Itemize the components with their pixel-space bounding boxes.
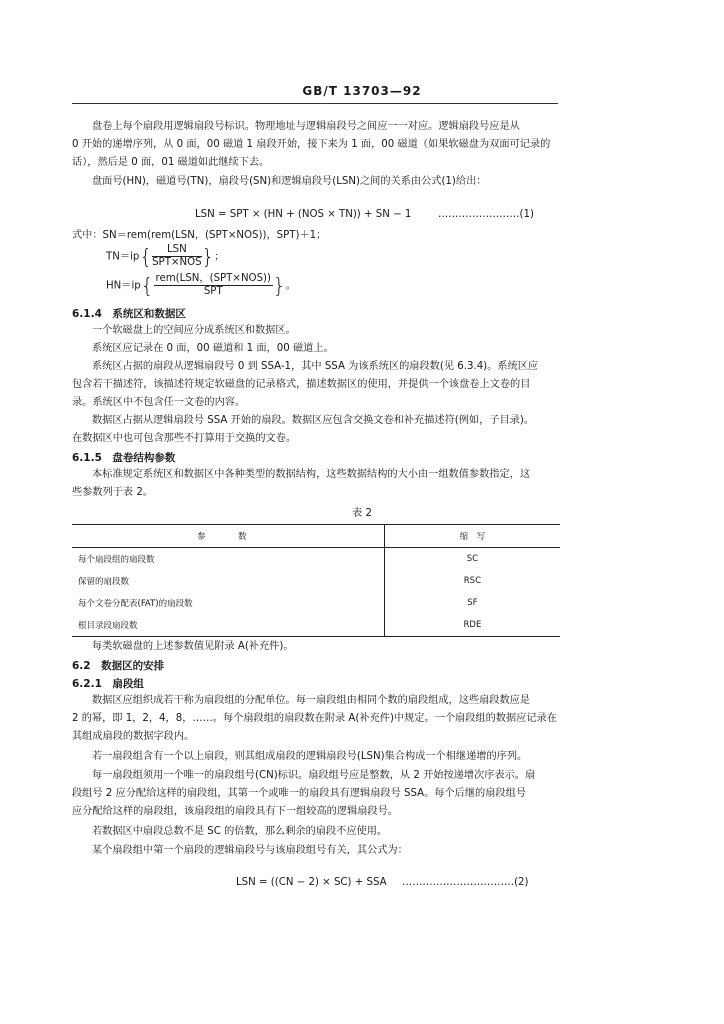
s621-line-3: 其组成扇段的数据字段内。 — [72, 731, 195, 742]
equation-1-number: ……………………(1) — [438, 209, 534, 220]
tn-prefix: TN＝ip — [106, 251, 140, 263]
tn-suffix: ； — [214, 251, 225, 263]
hn-denominator: SPT — [203, 286, 223, 297]
table-header-row — [72, 525, 560, 548]
table-row — [72, 614, 560, 637]
left-brace: { — [139, 244, 153, 269]
s614-line-1: 一个软磁盘上的空间应分成系统区和数据区。 — [92, 325, 296, 336]
table-cell-abbrev: RSC — [384, 570, 560, 592]
table-cell-abbrev: RDE — [384, 614, 560, 637]
s614-line-4: 包含若干描述符，该描述符规定软磁盘的记录格式，描述数据区的使用，并提供一个该盘卷上文卷的目 — [72, 379, 531, 390]
table-2 — [72, 524, 560, 637]
after-table-note: 每类软磁盘的上述参数值见附录 A(补充件)。 — [92, 641, 294, 652]
s614-line-7: 在数据区中也可包含那些不打算用于交换的文卷。 — [72, 433, 297, 444]
section-6-1-4-title: 6.1.4 系统区和数据区 — [72, 308, 186, 320]
equation-2: LSN = ((CN − 2) × SC) + SSA — [236, 877, 387, 888]
table-2-caption: 表 2 — [352, 508, 372, 519]
tn-denominator: SPT×NOS — [152, 257, 202, 268]
s615-line-1: 本标准规定系统区和数据区中各种类型的数据结构，这些数据结构的大小由一组数值参数指定，这 — [92, 469, 531, 480]
para1-line-2: 0 开始的递增序列，从 0 面，00 磁道 1 扇段开始，接下来为 1 面，00 磁道（如果软磁盘为双面可记录的 — [72, 139, 551, 150]
s621-line-8: 若数据区中扇段总数不是 SC 的倍数，那么剩余的扇段不应使用。 — [92, 826, 388, 837]
header-rule — [72, 103, 558, 104]
table-header-abbrev: 缩 写 — [384, 525, 560, 548]
section-6-2-title: 6.2 数据区的安排 — [72, 660, 165, 672]
table-cell-parameter: 每个文卷分配表(FAT)的扇段数 — [78, 599, 193, 609]
hn-formula — [106, 273, 296, 298]
section-6-1-5-title: 6.1.5 盘卷结构参数 — [72, 452, 176, 464]
s621-line-9: 某个扇段组中第一个扇段的逻辑扇段号与该扇段组号有关，其公式为： — [92, 845, 408, 856]
para2: 盘面号(HN)，磁道号(TN)，扇段号(SN)和逻辑扇段号(LSN)之间的关系由公式(1)给出： — [92, 176, 487, 187]
table-row — [72, 548, 560, 571]
table-cell-abbrev: SC — [384, 548, 560, 571]
s614-line-3: 系统区占据的扇段从逻辑扇段号 0 到 SSA-1，其中 SSA 为该系统区的扇段数(见 6.3.4)。系统区应 — [92, 361, 539, 372]
table-header-parameter: 参 数 — [197, 532, 259, 542]
s621-line-1: 数据区应组织成若干称为扇段组的分配单位。每一扇段组由相同个数的扇段组成，这些扇段数应是 — [92, 695, 531, 706]
tn-formula — [106, 244, 224, 269]
table-cell-parameter: 根目录段扇段数 — [78, 621, 138, 631]
s621-line-7: 应分配给这样的扇段组，该扇段组的扇段具有下一组较高的逻辑扇段号。 — [72, 806, 398, 817]
hn-numerator: rem(LSN，(SPT×NOS)) — [155, 273, 271, 284]
s614-line-2: 系统区应记录在 0 面，00 磁道和 1 面，00 磁道上。 — [92, 343, 334, 354]
document-header: GB/T 13703—92 — [302, 84, 422, 98]
s621-line-5: 每一扇段组须用一个唯一的扇段组号(CN)标识。扇段组号应是整数，从 2 开始按递增次序表示。扇 — [92, 770, 536, 781]
table-row — [72, 570, 560, 592]
hn-prefix: HN＝ip — [106, 280, 141, 292]
right-brace: } — [273, 273, 286, 298]
tn-numerator: LSN — [152, 244, 201, 257]
table-cell-abbrev: SF — [384, 592, 560, 614]
table-cell-parameter: 保留的扇段数 — [78, 577, 130, 587]
table-row — [72, 592, 560, 614]
left-brace: { — [140, 273, 154, 298]
para1-line-3: 话），然后是 0 面，01 磁道如此继续下去。 — [72, 157, 270, 168]
s621-line-4: 若一扇段组含有一个以上扇段，则其组成扇段的逻辑扇段号(LSN)集合构成一个相继递增的序列。 — [92, 751, 528, 762]
s614-line-5: 录。系统区中不包含任一文卷的内容。 — [72, 397, 246, 408]
s621-line-6: 段组号 2 应分配给这样的扇段组，其第一个或唯一的扇段具有逻辑扇段号 SSA。每个后继的扇段组号 — [72, 788, 526, 799]
para1-line-1: 盘卷上每个扇段用逻辑扇段号标识。物理地址与逻辑扇段号之间应一一对应。逻辑扇段号应是从 — [92, 121, 520, 132]
equation-1: LSN = SPT × (HN + (NOS × TN)) + SN − 1 — [195, 209, 412, 220]
s621-line-2: 2 的幂，即 1，2，4，8，……。每个扇段组的扇段数在附录 A(补充件)中规定。一个扇段组的数据应记录在 — [72, 713, 557, 724]
hn-fraction — [154, 273, 273, 298]
tn-fraction — [152, 244, 201, 269]
section-6-2-1-title: 6.2.1 扇段组 — [72, 678, 144, 690]
hn-suffix: 。 — [285, 280, 296, 292]
equation-2-number: ……………………………(2) — [402, 877, 529, 888]
s614-line-6: 数据区占据从逻辑扇段号 SSA 开始的扇段。数据区应包含交换文卷和补充描述符(例如，子目录)。 — [92, 415, 535, 426]
table-cell-parameter: 每个扇段组的扇段数 — [78, 555, 155, 565]
where-sn: 式中：SN＝rem(rem(LSN，(SPT×NOS))，SPT)＋1； — [72, 230, 327, 241]
s615-line-2: 些参数列于表 2。 — [72, 487, 154, 498]
right-brace: } — [201, 244, 215, 269]
